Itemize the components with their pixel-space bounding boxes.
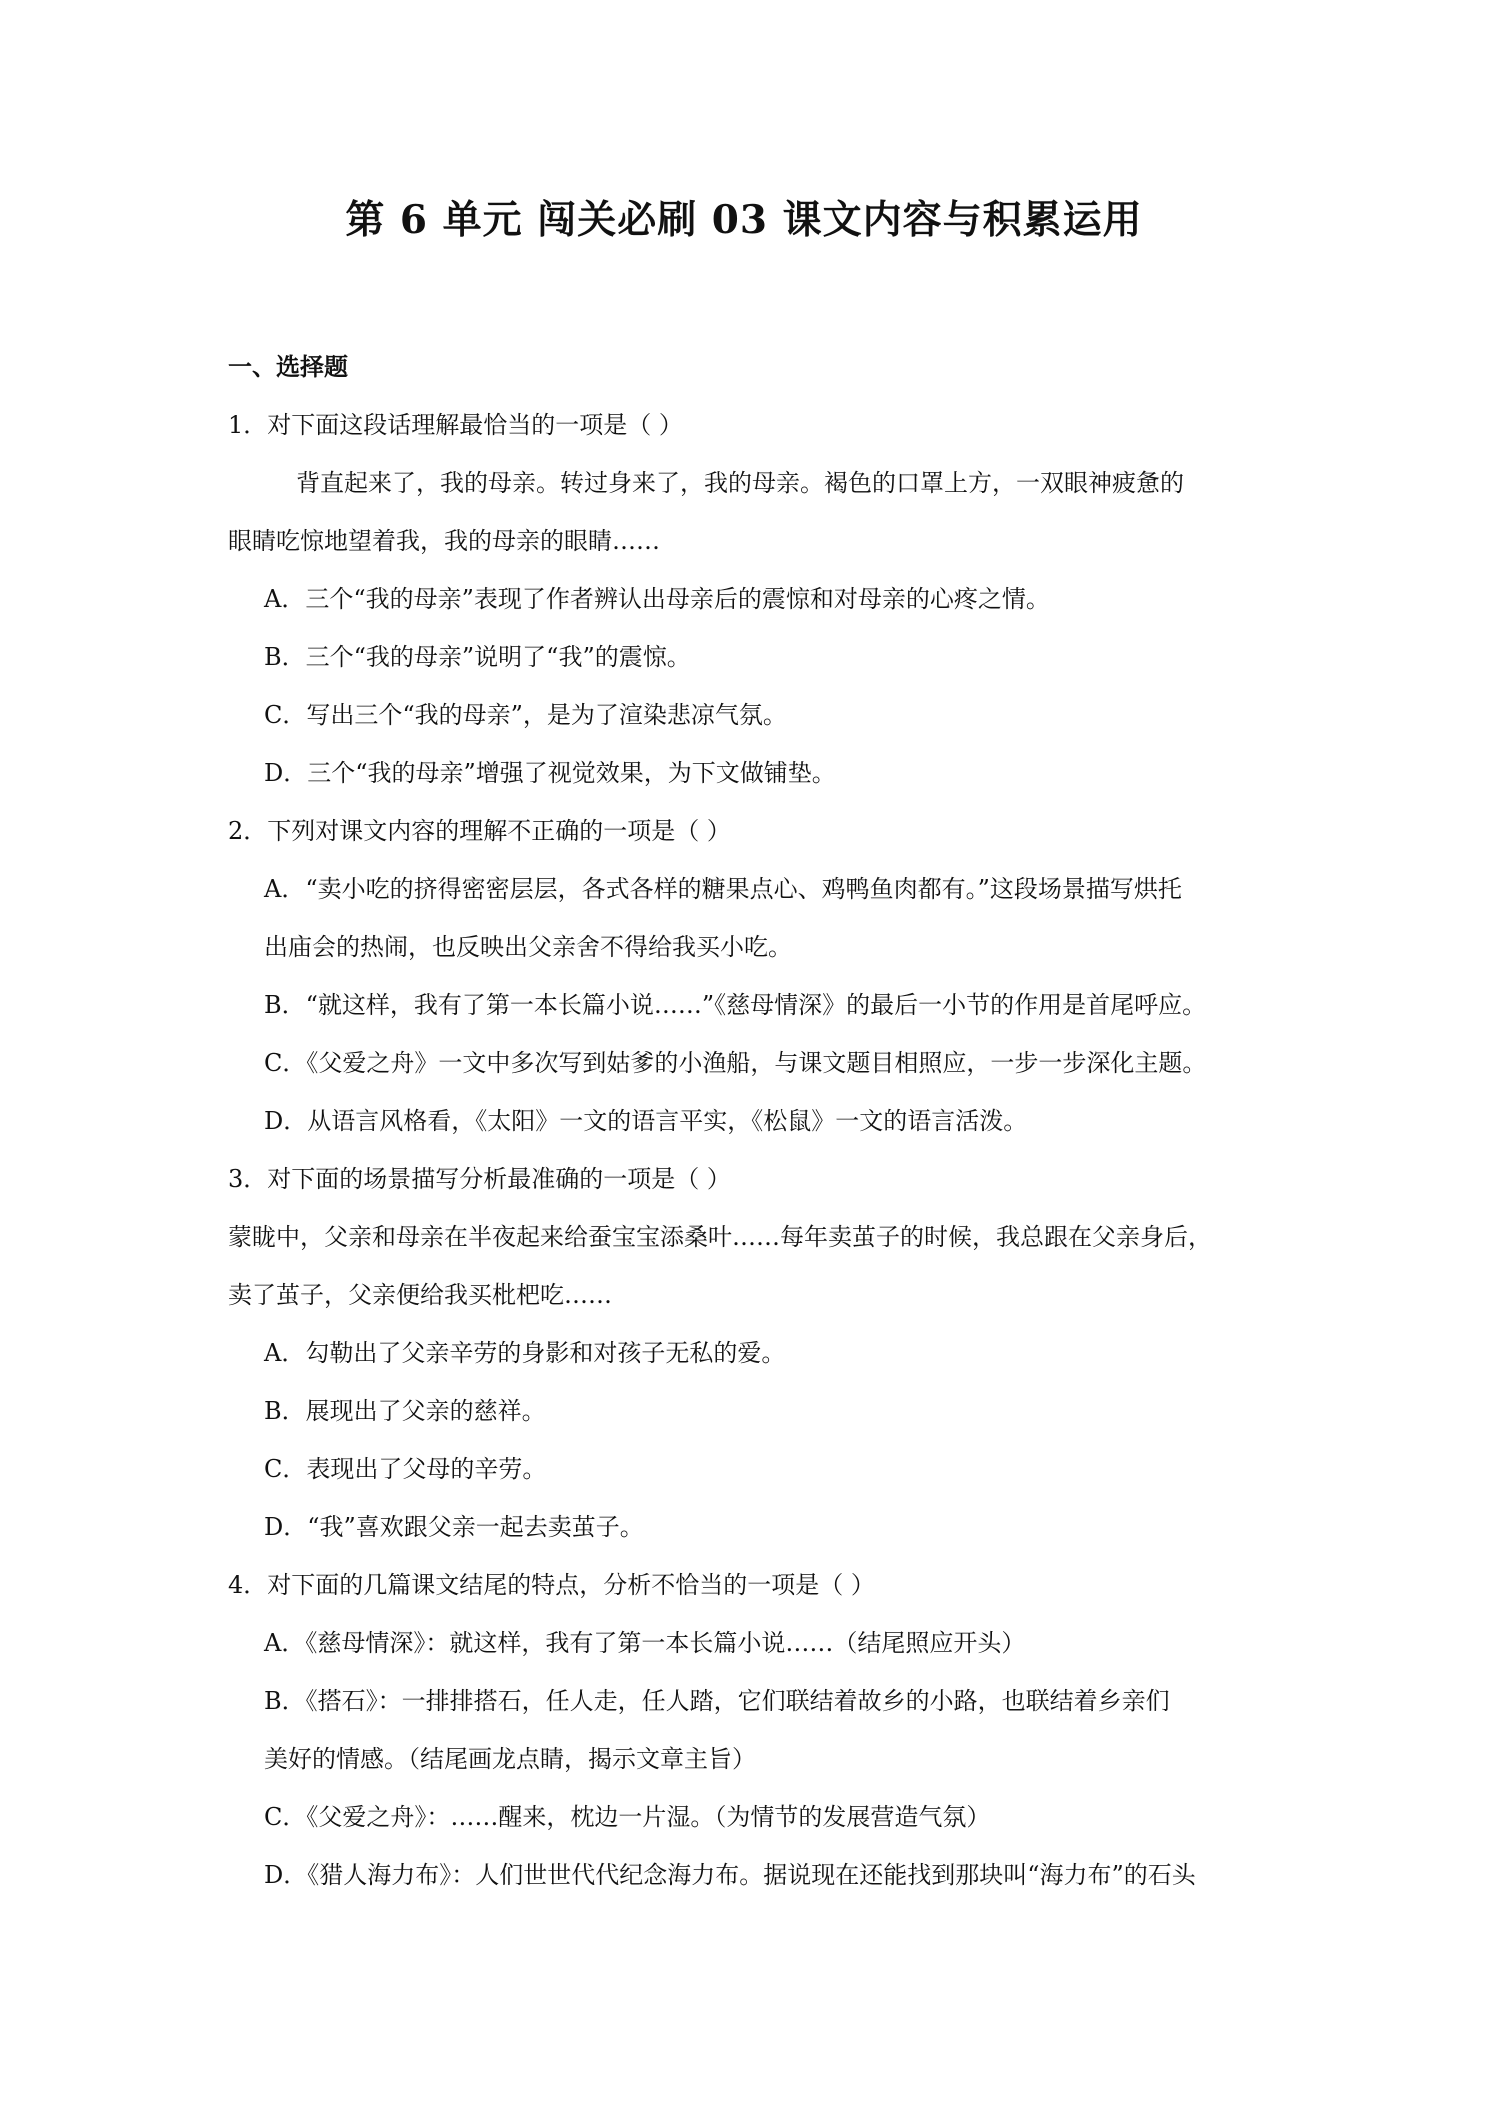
q2-option-a-line1: A．“卖小吃的挤得密密层层，各式各样的糖果点心、鸡鸭鱼肉都有。”这段场景描写烘托: [264, 875, 1182, 903]
q2-stem: 2．下列对课文内容的理解不正确的一项是（ ）: [228, 817, 731, 845]
q2-option-c: C．《父爱之舟》一文中多次写到姑爹的小渔船，与课文题目相照应，一步一步深化主题。: [264, 1049, 1207, 1077]
q3-option-c: C．表现出了父母的辛劳。: [264, 1455, 547, 1483]
q2-option-a-line2: 出庙会的热闹，也反映出父亲舍不得给我买小吃。: [264, 933, 792, 961]
q2-option-d: D．从语言风格看，《太阳》一文的语言平实，《松鼠》一文的语言活泼。: [264, 1107, 1028, 1135]
q4-option-c: C．《父爱之舟》：……醒来，枕边一片湿。（为情节的发展营造气氛）: [264, 1803, 991, 1831]
document-title: 第 6 单元 闯关必刷 03 课文内容与积累运用: [345, 197, 1143, 243]
q4-option-b-line1: B．《搭石》：一排排搭石，任人走，任人踏，它们联结着故乡的小路，也联结着乡亲们: [264, 1687, 1170, 1715]
q4-option-d: D．《猎人海力布》：人们世世代代纪念海力布。据说现在还能找到那块叫“海力布”的石头: [264, 1861, 1196, 1889]
q4-option-b-line2: 美好的情感。（结尾画龙点睛，揭示文章主旨）: [264, 1745, 756, 1773]
q2-option-b: B．“就这样，我有了第一本长篇小说……”《慈母情深》的最后一小节的作用是首尾呼应。: [264, 991, 1207, 1019]
q1-option-b: B．三个“我的母亲”说明了“我”的震惊。: [264, 643, 691, 671]
q4-option-a: A．《慈母情深》：就这样，我有了第一本长篇小说……（结尾照应开头）: [264, 1629, 1026, 1657]
q4-stem: 4．对下面的几篇课文结尾的特点，分析不恰当的一项是（ ）: [228, 1571, 875, 1599]
q3-option-d: D．“我”喜欢跟父亲一起去卖茧子。: [264, 1513, 644, 1541]
q3-passage-line1: 蒙眬中，父亲和母亲在半夜起来给蚕宝宝添桑叶……每年卖茧子的时候，我总跟在父亲身后，: [228, 1223, 1212, 1251]
q1-stem: 1．对下面这段话理解最恰当的一项是（ ）: [228, 411, 683, 439]
q1-option-a: A．三个“我的母亲”表现了作者辨认出母亲后的震惊和对母亲的心疼之情。: [264, 585, 1050, 613]
q1-option-c: C．写出三个“我的母亲”，是为了渲染悲凉气氛。: [264, 701, 787, 729]
q3-option-b: B．展现出了父亲的慈祥。: [264, 1397, 546, 1425]
q3-option-a: A．勾勒出了父亲辛劳的身影和对孩子无私的爱。: [264, 1339, 786, 1367]
q3-passage-line2: 卖了茧子，父亲便给我买枇杷吃……: [228, 1281, 612, 1309]
q1-option-d: D．三个“我的母亲”增强了视觉效果，为下文做铺垫。: [264, 759, 836, 787]
q1-passage-line1: 背直起来了，我的母亲。转过身来了，我的母亲。褐色的口罩上方，一双眼神疲惫的: [296, 469, 1184, 497]
q1-passage-line2: 眼睛吃惊地望着我，我的母亲的眼睛……: [228, 527, 660, 555]
q3-stem: 3．对下面的场景描写分析最准确的一项是（ ）: [228, 1165, 731, 1193]
section-heading: 一、选择题: [228, 352, 348, 381]
